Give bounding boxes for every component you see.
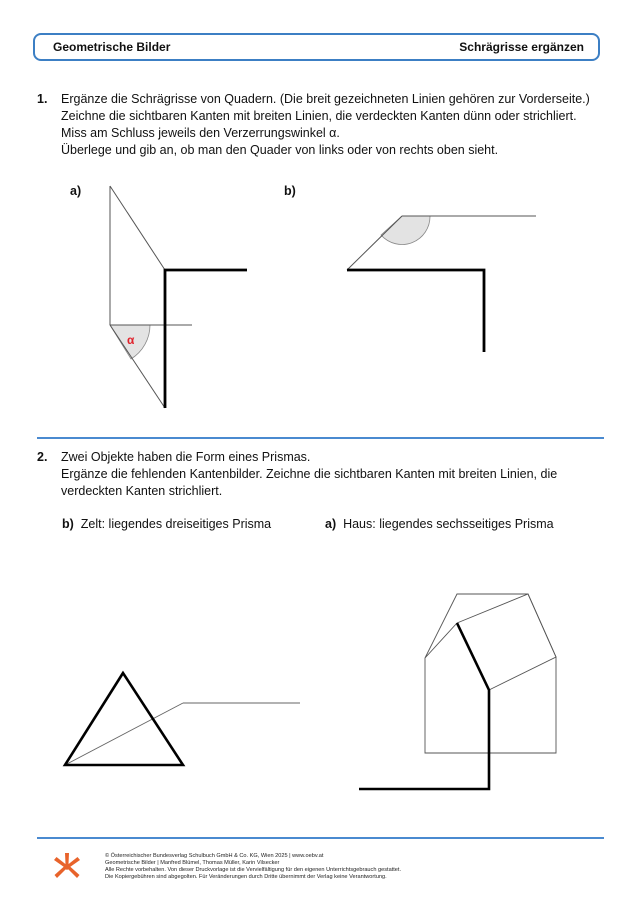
footer-line: Die Kopiergebühren sind abgegolten. Für Veränderungen durch Dritte übernimmt der Verlag keine Verantwortung. [105, 874, 387, 880]
task-2-item-a: a) Haus: liegendes sechsseitiges Prisma [325, 517, 554, 531]
footer-divider [37, 837, 604, 839]
header-subtitle: Schrägrisse ergänzen [459, 40, 584, 54]
angle-label-1a: α [127, 333, 135, 347]
publisher-logo-icon [52, 852, 82, 882]
task-2-number: 2. [37, 450, 48, 464]
footer-text [105, 853, 401, 881]
task-2-line: verdeckten Kanten strichliert. [61, 484, 223, 498]
figure-tent [65, 673, 300, 765]
task-1-label-b: b) [284, 184, 296, 198]
figure-house [359, 594, 556, 789]
task-1-number: 1. [37, 92, 48, 106]
task-2-line: Zwei Objekte haben die Form eines Prismas. [61, 450, 311, 464]
task-1-line: Überlege und gib an, ob man den Quader von links oder von rechts oben sieht. [61, 143, 499, 157]
header-title: Geometrische Bilder [53, 40, 171, 54]
footer-line: © Österreichischer Bundesverlag Schulbuch GmbH & Co. KG, Wien 2025 | www.oebv.at [105, 853, 324, 859]
task-2-item-b: b) Zelt: liegendes dreiseitiges Prisma [62, 517, 272, 531]
task-1-line: Zeichne die sichtbaren Kanten mit breiten Linien, die verdeckten Kanten dünn oder strichliert. [61, 109, 577, 123]
footer-line: Geometrische Bilder | Manfred Blümel, Thomas Müller, Karin Vilsecker [105, 860, 280, 866]
footer-line: Alle Rechte vorbehalten. Von dieser Druckvorlage ist die Vervielfältigung für den eigenen Unterrichtsgebrauch gestattet. [105, 867, 402, 873]
task-1-line: Miss am Schluss jeweils den Verzerrungswinkel α. [61, 126, 340, 140]
task-2-line: Ergänze die fehlenden Kantenbilder. Zeichne die sichtbaren Kanten mit breiten Linien, die [61, 467, 558, 481]
task-1-line: Ergänze die Schrägrisse von Quadern. (Die breit gezeichneten Linien gehören zur Vorderseite.) [61, 92, 590, 106]
task-1-label-a: a) [70, 184, 82, 198]
